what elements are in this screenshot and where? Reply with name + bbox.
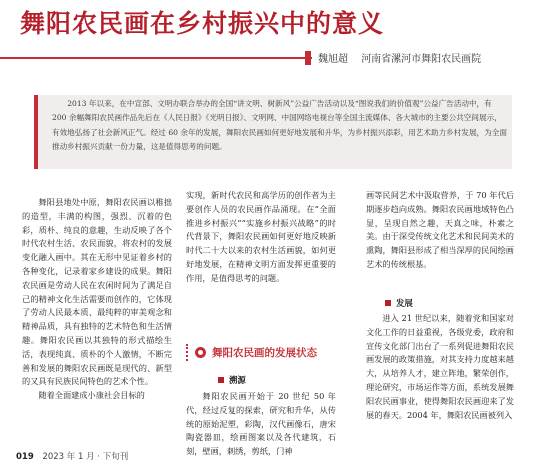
page-number: 019 <box>16 452 34 462</box>
paragraph: 舞阳农民画开始于 20 世纪 50 年代，经过反复的探索，研究和升华，从传统的原始泥塑，彩陶，汉代画像石，唐宋陶瓷器皿，绘画图案以及各代建筑，石刻，壁画，刺绣，剪纸，门神 <box>186 391 336 457</box>
article-title: 舞阳农民画在乡村振兴中的意义 <box>20 9 385 38</box>
section-dotted-line <box>186 344 190 361</box>
byline <box>318 50 481 65</box>
body-column-3-top <box>366 189 514 272</box>
page-footer <box>16 450 128 462</box>
section-circle-icon <box>195 347 206 358</box>
abstract-text: 2013 年以来，在中宣部、文明办联合举办的全国“讲文明、树新风”公益广告活动以及“图说我们的价值观”公益广告活动中，有 200 余幅舞阳农民画作品先后在《人民日报》《光明日报》、文明网、中国网络电视台等全国主流媒体、各大城市的主要公共空间展示，有效地弘扬了社会新风正气。经过 60 余年的发展，舞阳农民画如何更好地发展和升华，为乡村振兴添彩，用艺术助力乡村发展，为全面推动乡村振兴贡献一份力量，这是值得思考的问题。 <box>52 99 507 151</box>
paragraph: 随着全面建成小康社会目标的 <box>38 390 145 401</box>
subheading-text: 溯源 <box>229 375 246 385</box>
body-column-1 <box>22 196 172 403</box>
rule-marker <box>305 51 311 65</box>
paragraph: 进入 21 世纪以来，随着党和国家对文化工作的日益重视，各级党委，政府和宣传文化部门出台了一系列促进舞阳农民画发展的政策措施，对其支持力度越来越大，从培养人才，建立阵地，繁荣创作，理论研究，市场运作等方面，系统发展舞阳农民画事业，使得舞阳农民画迎来了发展的春天。2004 年，舞阳农民画被列入 <box>366 313 514 420</box>
body-column-2-bottom <box>186 390 336 459</box>
section-heading-text: 舞阳农民画的发展状态 <box>212 347 317 359</box>
abstract-accent-bar <box>34 95 38 169</box>
paragraph: 舞阳县地处中原，舞阳农民画以稚拙的造型，丰满的构图，强烈、沉着的色彩，质朴、纯良的意趣，生动反映了各个时代农村生活、农民面貌，将农村的发展变化融入画中。其在无形中见证着乡村的各种变化，记录着家乡建设的成果。舞阳农民画是劳动人民在农闲时间为了满足自己的精神文化生活需要而创作的，它体现了劳动人民最本质、最纯粹的审美观念和精神品质，具有独特的艺术特色和生活情趣。舞阳农民画以其独特的形式描绘生活，表现纯真、质朴的个人激情，不断完善和发展的舞阳农民画既是现代的、新型的又具有民族民间特色的艺术个性。 <box>22 197 172 387</box>
subheading-text: 发展 <box>396 298 413 308</box>
section-heading <box>186 344 346 362</box>
subheading-origin <box>216 374 246 386</box>
abstract-box <box>34 95 512 169</box>
body-column-3-bottom <box>366 312 514 422</box>
paragraph: 画等民间艺术中汲取营养，于 70 年代后期逐步趋向成熟。舞阳农民画地域特色凸显，呈现自然之趣，天真之味，朴素之美。由于深受传统文化艺术和民间美术的熏陶，舞阳县形成了相当深厚的民间绘画艺术的传统根基。 <box>366 190 514 269</box>
title-rule <box>0 57 312 59</box>
paragraph: 实现，新时代农民和高学历的创作者为主要创作人员的农民画作品涌现。在“全面推进乡村振兴”“实施乡村振兴战略”的时代背景下，舞阳农民画如何更好地反映新时代二十大以来的农村生活画貌，如何更好地发展，在精神文明方面发挥更重要的作用，是值得思考的问题。 <box>186 190 336 283</box>
body-column-2-top <box>186 189 336 286</box>
subheading-development <box>383 297 413 309</box>
square-bullet-icon <box>218 377 224 383</box>
issue-info: 2023 年 1 月 · 下旬刊 <box>42 452 129 462</box>
author-affiliation: 河南省漯河市舞阳农民画院 <box>361 54 482 65</box>
square-bullet-icon <box>385 300 391 306</box>
author-name: 魏旭超 <box>318 54 348 65</box>
